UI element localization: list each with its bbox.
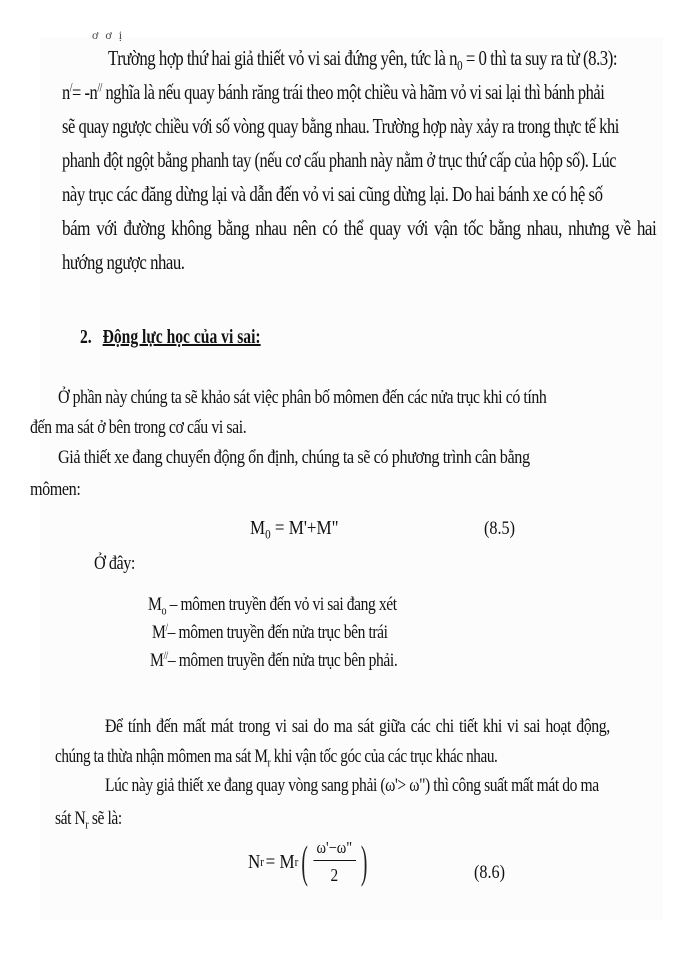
- text: – mômen truyền đến vỏ vi sai đang xét: [166, 594, 397, 615]
- text-line: [55, 746, 608, 770]
- equation-8-5: [250, 517, 354, 543]
- text: = -n: [72, 80, 98, 104]
- definition-m-prime: [152, 622, 439, 644]
- section-heading: [80, 326, 312, 349]
- text-line: [62, 148, 700, 173]
- text: hướng ngược nhau.: [62, 250, 185, 274]
- where-label: Ở đây:: [94, 553, 135, 574]
- math-inline: (ω'> ω"): [380, 775, 430, 796]
- text-line: [62, 216, 700, 241]
- subscript: r: [260, 854, 264, 869]
- text: n: [62, 80, 70, 104]
- text: – mômen truyền đến nửa trục bên phải.: [167, 650, 398, 671]
- math-symbol: M: [148, 594, 162, 615]
- text-line: [105, 716, 700, 738]
- left-paren: (: [301, 836, 309, 887]
- superscript: //: [163, 650, 168, 663]
- text-line: [105, 775, 700, 797]
- text: bám với đường không bằng nhau nên có thể quay với vận tốc bằng nhau, nhưng về hai: [62, 216, 657, 240]
- text: Để tính đến mất mát trong vi sai do ma sát giữa các chi tiết khi vi sai hoạt động,: [105, 716, 610, 737]
- text-line: [62, 250, 215, 275]
- subscript: r: [267, 755, 271, 770]
- subscript: 0: [457, 57, 463, 73]
- superscript: /: [165, 622, 168, 635]
- text-line: [58, 387, 643, 409]
- subscript: 0: [265, 526, 271, 542]
- text-line: [58, 447, 610, 469]
- cropped-text-fragment: ơ ơ ị: [92, 28, 125, 42]
- text: sẽ là:: [88, 808, 122, 829]
- equation-number: (8.5): [484, 518, 515, 539]
- math-symbol: M: [150, 650, 164, 671]
- text-line: [30, 479, 89, 501]
- math-symbol: M: [152, 622, 166, 643]
- text-line: [62, 182, 700, 207]
- text: thì công suất mất mát do ma: [429, 775, 599, 796]
- subscript: r: [85, 817, 89, 832]
- superscript: //: [97, 80, 102, 95]
- heading-number: 2.: [80, 326, 92, 348]
- text-line: [30, 417, 289, 439]
- text: Trường hợp thứ hai giả thiết vỏ vi sai đứng yên, tức là n: [108, 46, 458, 70]
- text: mômen:: [30, 479, 81, 500]
- right-paren: ): [360, 836, 367, 887]
- text: chúng ta thừa nhận mômen ma sát M: [55, 746, 268, 767]
- math-expression: = M: [265, 850, 295, 873]
- text: = 0 thì ta suy ra từ (8.3):: [462, 46, 618, 70]
- superscript: /: [69, 80, 73, 95]
- fraction: [313, 838, 355, 886]
- math-expression: = M'+M": [270, 517, 339, 539]
- definition-m0: [148, 594, 451, 618]
- text: Giả thiết xe đang chuyển động ổn định, chúng ta sẽ có phương trình cân bằng: [58, 447, 530, 468]
- text: Ở phần này chúng ta sẽ khảo sát việc phân bố mômen đến các nửa trục khi có tính: [58, 387, 547, 408]
- text: sát N: [55, 808, 86, 829]
- equation-8-6: [248, 838, 392, 886]
- math-symbol: M: [250, 517, 266, 539]
- text-line: [108, 46, 700, 74]
- text-line: [55, 808, 137, 832]
- text-line: [62, 114, 700, 139]
- subscript: o: [161, 603, 167, 618]
- text-line: [62, 80, 700, 105]
- text: sẽ quay ngược chiều với số vòng quay bằng nhau. Trường hợp này xảy ra trong thực tế khi: [62, 114, 619, 138]
- text: Lúc này giả thiết xe đang quay vòng sang phải: [105, 775, 381, 796]
- equation-number: (8.6): [474, 862, 505, 883]
- definition-m-double-prime: [150, 650, 452, 672]
- heading-title: Động lực học của vi sai:: [102, 326, 261, 348]
- denominator: 2: [330, 865, 339, 885]
- text: phanh đột ngột bằng phanh tay (nếu cơ cấu phanh này nằm ở trục thứ cấp của hộp số). Lúc: [62, 148, 617, 172]
- math-symbol: N: [248, 850, 261, 873]
- text: nghĩa là nếu quay bánh răng trái theo một chiều và hãm vỏ vi sai lại thì bánh phải: [101, 80, 605, 104]
- text: này trục các đăng dừng lại và dẫn đến vỏ vi sai cũng dừng lại. Do hai bánh xe có hệ số: [62, 182, 603, 206]
- text: khi vận tốc góc của các trục khác nhau.: [270, 746, 498, 767]
- text: đến ma sát ở bên trong cơ cấu vi sai.: [30, 417, 247, 438]
- subscript: r: [294, 854, 299, 869]
- numerator: ω'−ω": [313, 838, 355, 861]
- text: – mômen truyền đến nửa trục bên trái: [167, 622, 388, 643]
